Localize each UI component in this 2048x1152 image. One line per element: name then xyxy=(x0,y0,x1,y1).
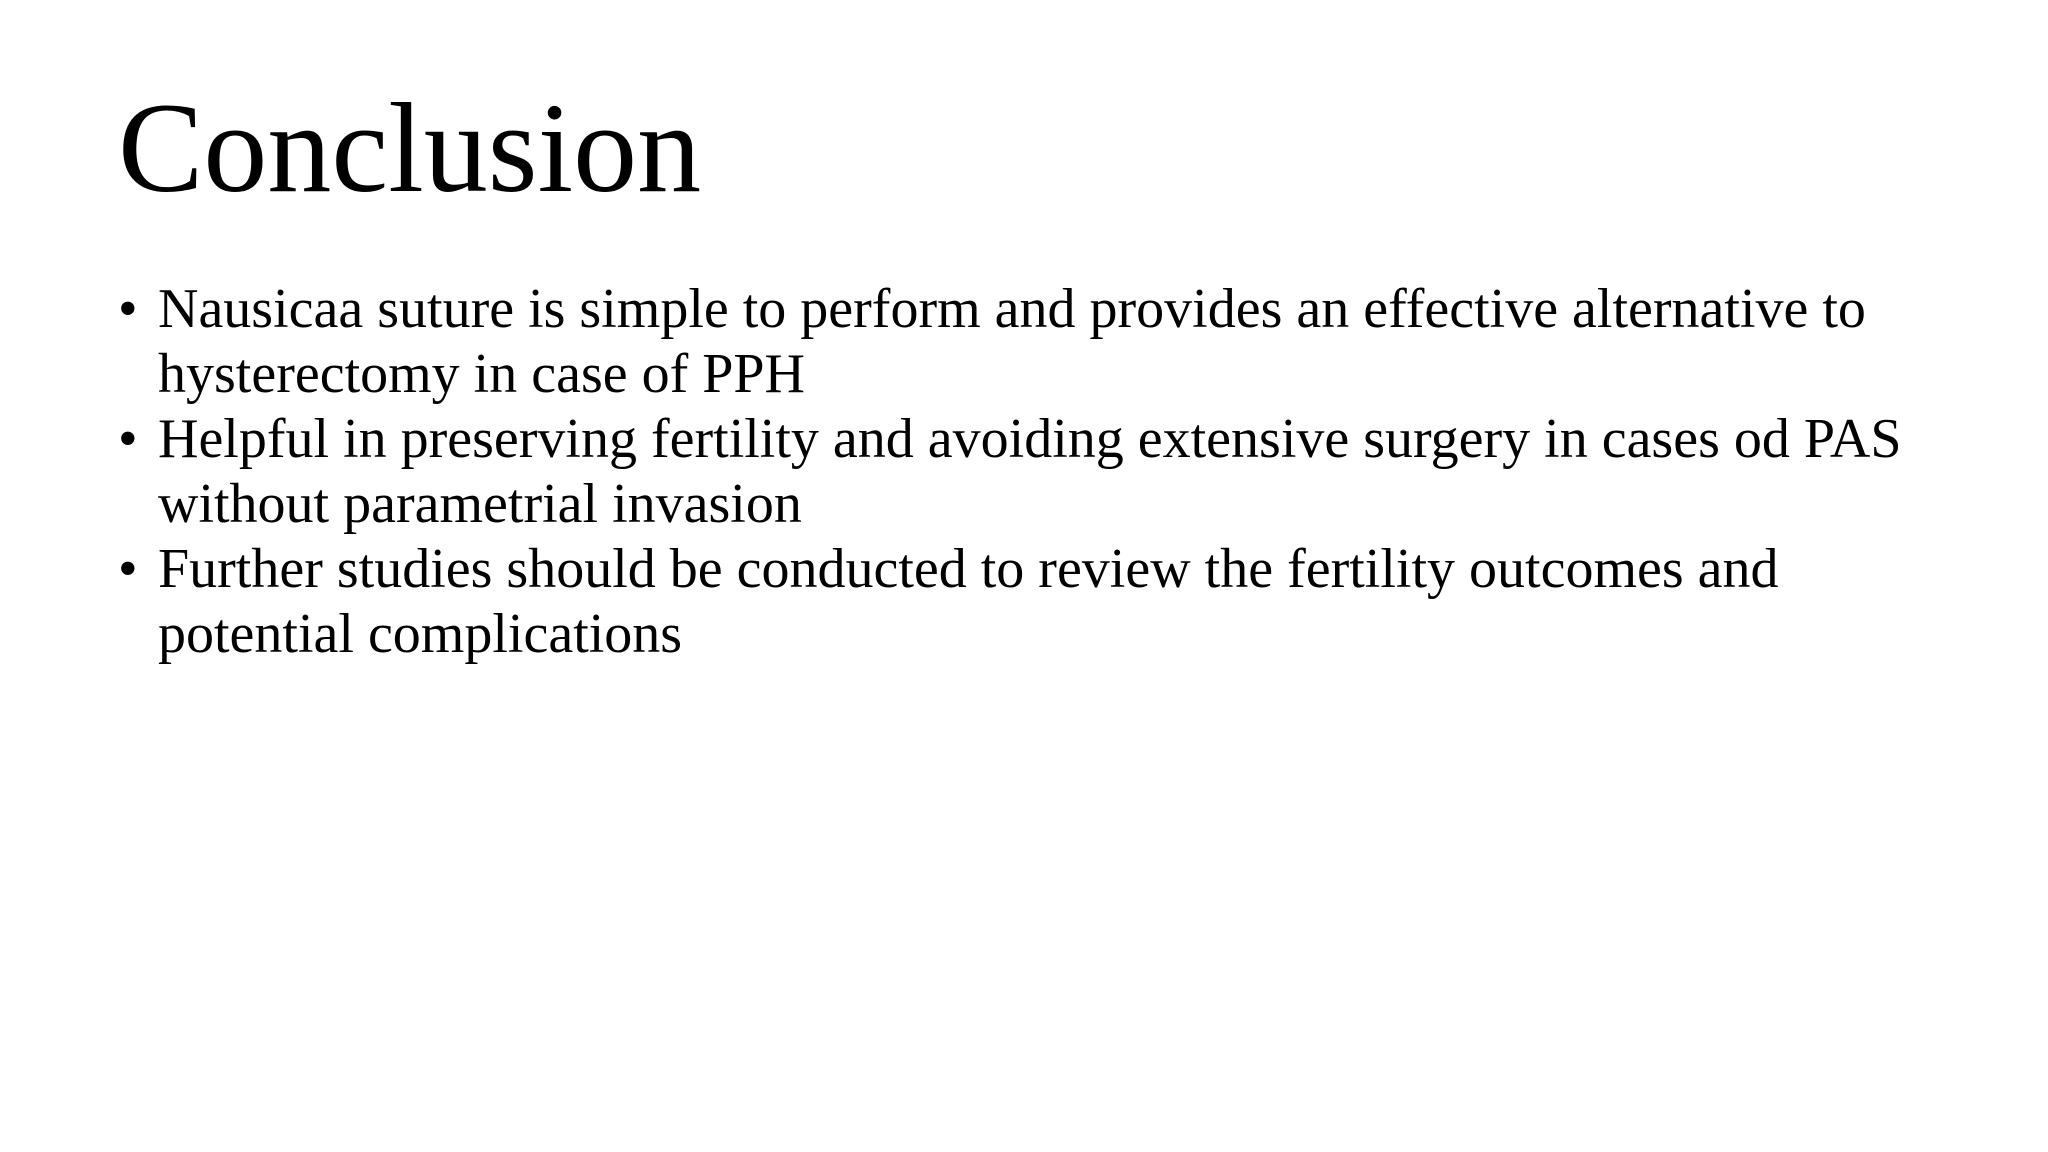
bullet-list xyxy=(118,277,1968,667)
bullet-dot-icon: • xyxy=(118,278,138,340)
slide-title: Conclusion xyxy=(118,77,702,219)
bullet-item xyxy=(118,537,1968,667)
bullet-text: Nausicaa suture is simple to perform and provides an effective alternative to hysterectomy in case of PPH xyxy=(158,278,1866,405)
bullet-text: Further studies should be conducted to review the fertility outcomes and potential complications xyxy=(158,538,1779,665)
bullet-dot-icon: • xyxy=(118,538,138,600)
bullet-text: Helpful in preserving fertility and avoiding extensive surgery in cases od PAS without parametrial invasion xyxy=(158,408,1902,535)
bullet-item xyxy=(118,407,1968,537)
bullet-dot-icon: • xyxy=(118,408,138,470)
bullet-item xyxy=(118,277,1968,407)
